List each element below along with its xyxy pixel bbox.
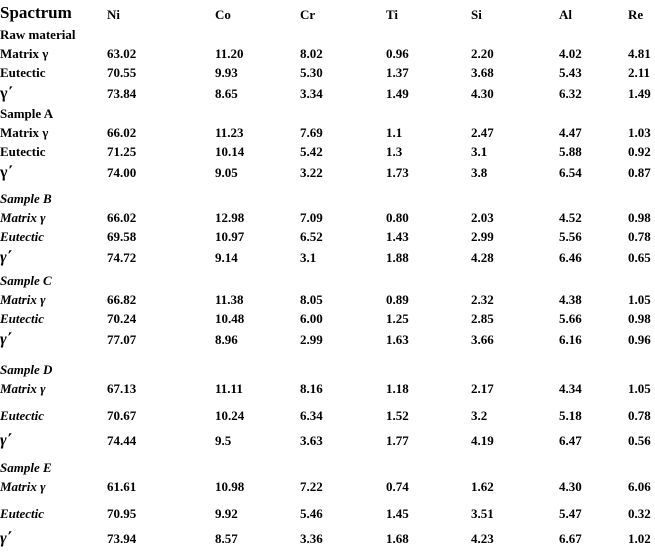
row-label: γ΄: [0, 530, 12, 547]
cell-re: 0.87: [628, 165, 651, 180]
cell-co: 11.38: [215, 292, 244, 307]
row-label: Matrix γ: [0, 125, 49, 140]
row-label: Eutectic: [0, 65, 46, 80]
cell-re: 2.11: [628, 65, 651, 80]
cell-cr: 7.69: [300, 125, 323, 140]
cell-ti: 0.89: [386, 292, 409, 307]
cell-si: 3.8: [471, 165, 488, 180]
cell-ti: 1.43: [386, 229, 409, 244]
cell-al: 5.18: [559, 408, 582, 423]
cell-ti: 1.73: [386, 165, 409, 180]
cell-cr: 5.42: [300, 144, 323, 159]
cell-ni: 66.02: [107, 210, 137, 225]
cell-cr: 5.46: [300, 506, 323, 521]
cell-re: 0.65: [628, 250, 651, 265]
cell-ti: 1.63: [386, 332, 409, 347]
table-row: [0, 504, 655, 524]
cell-al: 4.30: [559, 479, 582, 494]
cell-ti: 1.3: [386, 144, 403, 159]
table-row: [0, 248, 655, 268]
cell-co: 10.24: [215, 408, 245, 423]
cell-co: 9.93: [215, 65, 238, 80]
table-row: [0, 309, 655, 329]
cell-al: 6.16: [559, 332, 582, 347]
cell-ti: 1.68: [386, 531, 409, 546]
cell-co: 8.65: [215, 86, 238, 101]
cell-al: 6.47: [559, 433, 582, 448]
cell-co: 10.48: [215, 311, 245, 326]
section-label: Raw material: [0, 27, 76, 42]
cell-co: 12.98: [215, 210, 245, 225]
cell-al: 4.38: [559, 292, 582, 307]
cell-ni: 74.72: [107, 250, 137, 265]
cell-al: 6.32: [559, 86, 582, 101]
cell-ti: 1.45: [386, 506, 409, 521]
cell-si: 3.66: [471, 332, 494, 347]
cell-co: 9.14: [215, 250, 238, 265]
cell-al: 5.88: [559, 144, 582, 159]
cell-si: 3.51: [471, 506, 494, 521]
row-label: γ΄: [0, 249, 12, 266]
table-row: [0, 477, 655, 497]
cell-ti: 1.77: [386, 433, 409, 448]
cell-re: 0.96: [628, 332, 651, 347]
cell-ni: 73.84: [107, 86, 137, 101]
cell-ni: 74.44: [107, 433, 137, 448]
cell-ni: 70.67: [107, 408, 137, 423]
cell-ni: 66.82: [107, 292, 137, 307]
row-label: Matrix γ: [0, 479, 46, 494]
cell-ti: 0.80: [386, 210, 409, 225]
row-label: γ΄: [0, 432, 12, 449]
table-row: [0, 44, 655, 64]
table-row: [0, 379, 655, 399]
row-label: Matrix γ: [0, 210, 46, 225]
cell-si: 4.28: [471, 250, 494, 265]
cell-al: 6.67: [559, 531, 582, 546]
cell-cr: 7.22: [300, 479, 323, 494]
table-title: Spactrum: [0, 3, 72, 22]
cell-al: 5.47: [559, 506, 582, 521]
row-label: Eutectic: [0, 408, 45, 423]
cell-cr: 3.1: [300, 250, 317, 265]
cell-ni: 69.58: [107, 229, 137, 244]
cell-ni: 63.02: [107, 46, 137, 61]
cell-cr: 7.09: [300, 210, 323, 225]
cell-re: 4.81: [628, 46, 651, 61]
cell-ti: 1.88: [386, 250, 409, 265]
cell-al: 4.02: [559, 46, 582, 61]
cell-cr: 8.02: [300, 46, 323, 61]
cell-re: 1.05: [628, 381, 651, 396]
row-label: Eutectic: [0, 506, 45, 521]
cell-ni: 70.24: [107, 311, 137, 326]
cell-cr: 8.16: [300, 381, 323, 396]
cell-al: 5.43: [559, 65, 582, 80]
cell-ni: 77.07: [107, 332, 137, 347]
table-row: [0, 290, 655, 310]
section-label: Sample A: [0, 106, 54, 121]
cell-al: 6.46: [559, 250, 582, 265]
cell-ti: 0.74: [386, 479, 409, 494]
cell-co: 9.05: [215, 165, 238, 180]
cell-cr: 3.63: [300, 433, 323, 448]
cell-al: 4.47: [559, 125, 582, 140]
cell-ti: 1.37: [386, 65, 409, 80]
section-label: Sample C: [0, 273, 52, 288]
cell-co: 11.23: [215, 125, 244, 140]
cell-al: 6.54: [559, 165, 582, 180]
cell-cr: 6.52: [300, 229, 323, 244]
row-label: Matrix γ: [0, 292, 46, 307]
cell-re: 6.06: [628, 479, 651, 494]
cell-ni: 66.02: [107, 125, 137, 140]
cell-re: 1.03: [628, 125, 651, 140]
cell-ni: 73.94: [107, 531, 137, 546]
column-header-ni: Ni: [107, 7, 120, 22]
cell-cr: 5.30: [300, 65, 323, 80]
cell-re: 1.05: [628, 292, 651, 307]
cell-co: 10.14: [215, 144, 245, 159]
cell-cr: 3.22: [300, 165, 323, 180]
row-label: Eutectic: [0, 311, 45, 326]
row-label: γ΄: [0, 164, 13, 181]
cell-cr: 3.34: [300, 86, 323, 101]
cell-ni: 71.25: [107, 144, 137, 159]
cell-co: 11.20: [215, 46, 244, 61]
cell-co: 8.96: [215, 332, 238, 347]
row-label: Eutectic: [0, 144, 46, 159]
cell-co: 10.97: [215, 229, 245, 244]
cell-si: 2.85: [471, 311, 494, 326]
cell-cr: 6.00: [300, 311, 323, 326]
cell-al: 5.66: [559, 311, 582, 326]
cell-co: 9.5: [215, 433, 232, 448]
table-row: [0, 431, 655, 451]
cell-al: 4.34: [559, 381, 582, 396]
cell-re: 1.02: [628, 531, 651, 546]
cell-si: 2.47: [471, 125, 494, 140]
cell-si: 1.62: [471, 479, 494, 494]
cell-si: 3.2: [471, 408, 488, 423]
row-label: Matrix γ: [0, 381, 46, 396]
table-row: [0, 84, 655, 104]
cell-si: 4.19: [471, 433, 494, 448]
cell-re: 0.98: [628, 210, 651, 225]
cell-si: 2.17: [471, 381, 494, 396]
section-label: Sample E: [0, 460, 52, 475]
table-row: [0, 330, 655, 350]
cell-si: 2.32: [471, 292, 494, 307]
table-row: [0, 529, 655, 549]
table-row: [0, 406, 655, 426]
table-row: [0, 63, 655, 83]
row-label: γ΄: [0, 331, 12, 348]
cell-re: 0.32: [628, 506, 651, 521]
cell-cr: 8.05: [300, 292, 323, 307]
cell-co: 11.11: [215, 381, 243, 396]
cell-ni: 61.61: [107, 479, 137, 494]
cell-al: 5.56: [559, 229, 582, 244]
cell-si: 4.23: [471, 531, 494, 546]
cell-si: 2.99: [471, 229, 494, 244]
table-row: [0, 142, 655, 162]
table-row: [0, 163, 655, 183]
row-label: Eutectic: [0, 229, 45, 244]
cell-ni: 70.55: [107, 65, 137, 80]
cell-ni: 67.13: [107, 381, 137, 396]
cell-re: 0.92: [628, 144, 651, 159]
cell-al: 4.52: [559, 210, 582, 225]
cell-cr: 2.99: [300, 332, 323, 347]
section-label: Sample D: [0, 362, 53, 377]
table-row: [0, 227, 655, 247]
table-row: [0, 123, 655, 143]
cell-si: 2.03: [471, 210, 494, 225]
cell-ni: 70.95: [107, 506, 137, 521]
cell-co: 8.57: [215, 531, 238, 546]
cell-ti: 1.18: [386, 381, 409, 396]
cell-re: 0.78: [628, 229, 651, 244]
cell-co: 10.98: [215, 479, 245, 494]
cell-ti: 1.49: [386, 86, 409, 101]
table-row: [0, 208, 655, 228]
cell-re: 0.98: [628, 311, 651, 326]
column-header-re: Re: [628, 7, 644, 22]
section-label: Sample B: [0, 191, 52, 206]
cell-re: 0.78: [628, 408, 651, 423]
cell-re: 0.56: [628, 433, 651, 448]
cell-si: 3.1: [471, 144, 488, 159]
row-label: Matrix γ: [0, 46, 49, 61]
cell-co: 9.92: [215, 506, 238, 521]
cell-si: 4.30: [471, 86, 494, 101]
column-header-co: Co: [215, 7, 231, 22]
cell-si: 2.20: [471, 46, 494, 61]
column-header-al: Al: [559, 7, 572, 22]
cell-re: 1.49: [628, 86, 651, 101]
row-label: γ΄: [0, 85, 13, 102]
cell-ti: 1.25: [386, 311, 409, 326]
cell-ti: 1.52: [386, 408, 409, 423]
cell-ni: 74.00: [107, 165, 137, 180]
cell-si: 3.68: [471, 65, 494, 80]
column-header-cr: Cr: [300, 7, 316, 22]
cell-cr: 6.34: [300, 408, 323, 423]
column-header-si: Si: [471, 7, 482, 22]
cell-cr: 3.36: [300, 531, 323, 546]
cell-ti: 1.1: [386, 125, 403, 140]
column-header-ti: Ti: [386, 7, 399, 22]
cell-ti: 0.96: [386, 46, 409, 61]
